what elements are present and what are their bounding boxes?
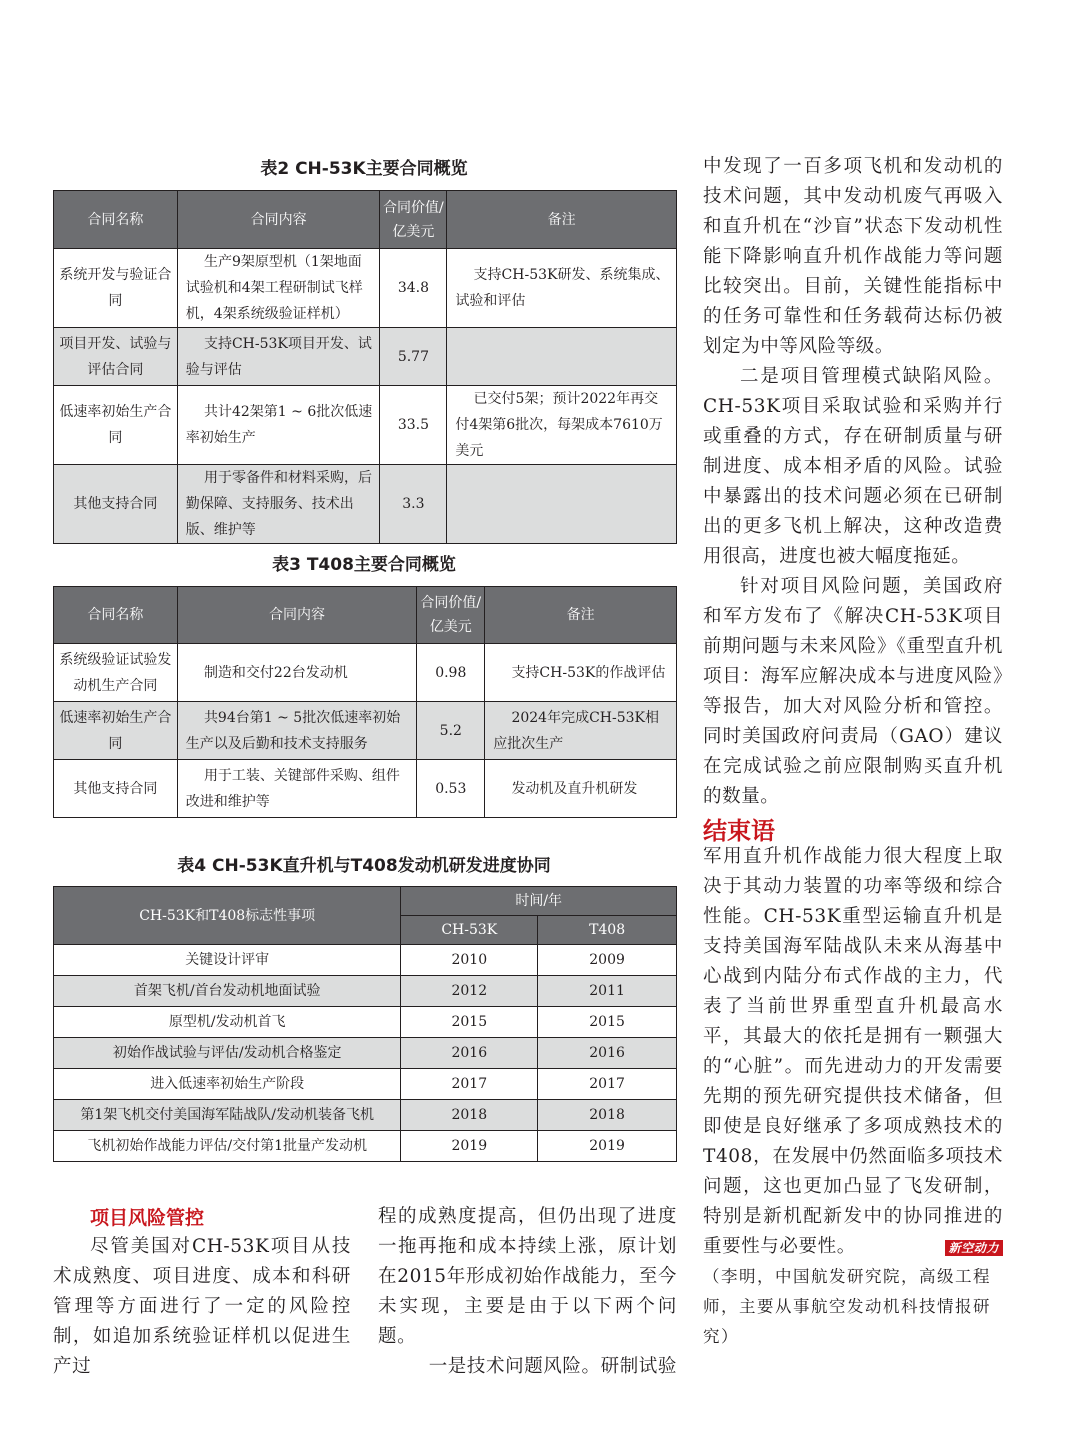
- table4-cell-t408: 2016: [538, 1038, 677, 1069]
- table-row: [54, 465, 677, 544]
- table2-cell-value: 34.8: [380, 249, 447, 328]
- table-row: [54, 976, 677, 1007]
- table4-cell-event: 关键设计评审: [54, 945, 401, 976]
- risk-paragraph-3: 二是项目管理模式缺陷风险。CH-53K项目采取试验和采购并行或重叠的方式，存在研制质量与研制进度、成本相矛盾的风险。试验中暴露出的技术问题必须在已研制出的更多飞机上解决，这种改造费用很高，进度也被大幅度拖延。: [703, 366, 1003, 567]
- table4-cell-ch53k: 2017: [401, 1069, 538, 1100]
- magazine-logo: 新空动力: [945, 1240, 1003, 1256]
- table4-cell-ch53k: 2010: [401, 945, 538, 976]
- table-row: [54, 386, 677, 465]
- table2-cell-value: 5.77: [380, 328, 447, 386]
- table2-header-value: 合同价值/亿美元: [380, 191, 447, 249]
- table-row: [54, 1007, 677, 1038]
- table-row: [54, 702, 677, 760]
- table4: [53, 886, 677, 1162]
- table4-cell-event: 原型机/发动机首飞: [54, 1007, 401, 1038]
- table4-header-time: 时间/年: [401, 887, 677, 916]
- table2-cell-note: 已交付5架；预计2022年再交付4架第6批次，每架成本7610万美元: [447, 386, 677, 465]
- table4-cell-ch53k: 2012: [401, 976, 538, 1007]
- table3-cell-note: 2024年完成CH-53K相应批次生产: [485, 702, 677, 760]
- table-row: [54, 644, 677, 702]
- table2-cell-content: 共计42架第1 ~ 6批次低速率初始生产: [177, 386, 380, 465]
- risk-paragraph-1-cont: 程的成熟度提高，但仍出现了进度一拖再拖和成本持续上涨，原计划在2015年形成初始作战能力，至今未实现，主要是由于以下两个问题。: [378, 1206, 677, 1347]
- table4-header-event: CH-53K和T408标志性事项: [54, 887, 401, 945]
- table4-cell-t408: 2015: [538, 1007, 677, 1038]
- table4-cell-ch53k: 2016: [401, 1038, 538, 1069]
- risk-paragraph-2-cont: 中发现了一百多项飞机和发动机的技术问题，其中发动机废气再吸入和直升机在“沙盲”状态下发动机性能下降影响直升机作战能力等问题比较突出。目前，关键性能指标中的任务可靠性和任务载荷达标仍被划定为中等风险等级。: [703, 156, 1003, 357]
- author-note: （李明，中国航发研究院，高级工程师，主要从事航空发动机科技情报研究）: [703, 1267, 991, 1346]
- section-title-risk: 项目风险管控: [90, 1207, 205, 1229]
- table2-cell-content: 生产9架原型机（1架地面试验机和4架工程研制试飞样机，4架系统级验证样机）: [177, 249, 380, 328]
- table2-header-content: 合同内容: [177, 191, 380, 249]
- table2-cell-value: 33.5: [380, 386, 447, 465]
- table3-header-note: 备注: [485, 587, 677, 644]
- table4-cell-t408: 2011: [538, 976, 677, 1007]
- risk-column-middle: [378, 1202, 677, 1382]
- table3-header-content: 合同内容: [177, 587, 417, 644]
- table3-cell-note: 发动机及直升机研发: [485, 760, 677, 818]
- table-row: [54, 1069, 677, 1100]
- table-row: [54, 249, 677, 328]
- table3-cell-content: 用于工装、关键部件采购、组件改进和维护等: [177, 760, 417, 818]
- risk-paragraph-1: 尽管美国对CH-53K项目从技术成熟度、项目进度、成本和科研管理等方面进行了一定的风险控制，如追加系统验证样机以促进生产过: [53, 1236, 351, 1377]
- table2-header-name: 合同名称: [54, 191, 178, 249]
- table-row: [54, 760, 677, 818]
- table4-cell-ch53k: 2018: [401, 1100, 538, 1131]
- table2-cell-note: [447, 465, 677, 544]
- table3-header-name: 合同名称: [54, 587, 178, 644]
- table-row: [54, 1100, 677, 1131]
- table4-cell-t408: 2009: [538, 945, 677, 976]
- table2-cell-note: [447, 328, 677, 386]
- table4-header-t408: T408: [538, 916, 677, 945]
- table3-header-value: 合同价值/亿美元: [417, 587, 485, 644]
- table4-header-row: [54, 887, 677, 916]
- table2-cell-name: 系统开发与验证合同: [54, 249, 178, 328]
- table4-cell-event: 首架飞机/首台发动机地面试验: [54, 976, 401, 1007]
- conclusion-text: 军用直升机作战能力很大程度上取决于其动力装置的功率等级和综合性能。CH-53K重型运输直升机是支持美国海军陆战队未来从海基中心战到内陆分布式作战的主力，代表了当前世界重型直升机最高水平，其最大的依托是拥有一颗强大的“心脏”。而先进动力的开发需要先期的预先研究提供技术储备，但即使是良好继承了多项成熟技术的T408，在发展中仍然面临多项技术问题，这也更加凸显了飞发研制，特别是新机配新发中的协同推进的重要性与必要性。: [703, 846, 1003, 1257]
- table3-cell-value: 0.98: [417, 644, 485, 702]
- table4-cell-ch53k: 2015: [401, 1007, 538, 1038]
- table2-caption: 表2 CH-53K主要合同概览: [260, 159, 468, 179]
- table4-header-ch53k: CH-53K: [401, 916, 538, 945]
- table4-cell-event: 初始作战试验与评估/发动机合格鉴定: [54, 1038, 401, 1069]
- table2-cell-name: 项目开发、试验与评估合同: [54, 328, 178, 386]
- table3-cell-value: 5.2: [417, 702, 485, 760]
- table3-cell-name: 低速率初始生产合同: [54, 702, 178, 760]
- table2-cell-name: 低速率初始生产合同: [54, 386, 178, 465]
- table3-cell-content: 共94台第1 ~ 5批次低速率初始生产以及后勤和技术支持服务: [177, 702, 417, 760]
- table3-caption: 表3 T408主要合同概览: [272, 555, 456, 575]
- table2-cell-note: 支持CH-53K研发、系统集成、试验和评估: [447, 249, 677, 328]
- conclusion-column: [703, 842, 1003, 1262]
- table4-cell-event: 第1架飞机交付美国海军陆战队/发动机装备飞机: [54, 1100, 401, 1131]
- table4-cell-ch53k: 2019: [401, 1131, 538, 1162]
- table4-cell-t408: 2019: [538, 1131, 677, 1162]
- table3: [53, 586, 677, 818]
- table2-cell-value: 3.3: [380, 465, 447, 544]
- table3-cell-name: 系统级验证试验发动机生产合同: [54, 644, 178, 702]
- table3-cell-name: 其他支持合同: [54, 760, 178, 818]
- table3-cell-content: 制造和交付22台发动机: [177, 644, 417, 702]
- risk-column-left: [53, 1232, 351, 1382]
- table2-cell-name: 其他支持合同: [54, 465, 178, 544]
- risk-paragraph-2-start: 一是技术问题风险。研制试验: [428, 1356, 677, 1377]
- section-title-conclusion: 结束语: [703, 817, 775, 845]
- right-column-upper: [703, 152, 1003, 812]
- table2-cell-content: 支持CH-53K项目开发、试验与评估: [177, 328, 380, 386]
- table4-caption: 表4 CH-53K直升机与T408发动机研发进度协同: [177, 856, 551, 876]
- table3-header-row: [54, 587, 677, 644]
- table4-cell-t408: 2017: [538, 1069, 677, 1100]
- table-row: [54, 328, 677, 386]
- table-row: [54, 1131, 677, 1162]
- table2-header-row: [54, 191, 677, 249]
- table4-cell-event: 进入低速率初始生产阶段: [54, 1069, 401, 1100]
- risk-paragraph-4: 针对项目风险问题，美国政府和军方发布了《解决CH-53K项目前期问题与未来风险》《重型直升机项目：海军应解决成本与进度风险》等报告，加大对风险分析和管控。同时美国政府问责局（GAO）建议在完成试验之前应限制购买直升机的数量。: [703, 576, 1003, 807]
- table2: [53, 190, 677, 544]
- conclusion-paragraph: [703, 842, 1003, 1262]
- table2-header-note: 备注: [447, 191, 677, 249]
- table3-cell-note: 支持CH-53K的作战评估: [485, 644, 677, 702]
- table4-cell-event: 飞机初始作战能力评估/交付第1批量产发动机: [54, 1131, 401, 1162]
- table2-cell-content: 用于零备件和材料采购，后勤保障、支持服务、技术出版、维护等: [177, 465, 380, 544]
- table4-cell-t408: 2018: [538, 1100, 677, 1131]
- table3-cell-value: 0.53: [417, 760, 485, 818]
- table-row: [54, 1038, 677, 1069]
- table-row: [54, 945, 677, 976]
